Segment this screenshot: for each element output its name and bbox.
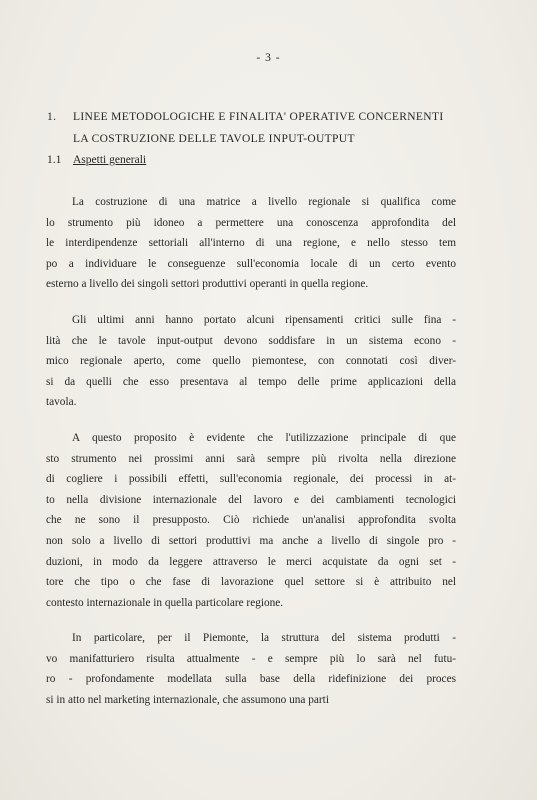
- text-line: In particolare, per il Piemonte, la struttura del sistema produtti -: [72, 632, 456, 645]
- text-line: lo strumento più idoneo a permettere una conoscenza approfondita del: [46, 216, 456, 229]
- subsection-number: 1.1: [47, 154, 62, 166]
- section-heading: [47, 106, 507, 150]
- text-line: che ne sono il presupposto. Ciò richiede un'analisi approfondita svolta: [46, 514, 456, 527]
- paragraph: [46, 428, 456, 613]
- subsection-title: Aspetti generali: [73, 154, 147, 166]
- page-number: - 3 -: [256, 52, 281, 64]
- text-line: non solo a livello di settori produttivi ma anche a livello di singole pro -: [46, 534, 456, 547]
- text-line: vo manifatturiero risulta attualmente - e sempre più lo sarà nel futu-: [46, 652, 456, 665]
- text-line: sto strumento nei prossimi anni sarà sempre più rivolta nella direzione: [46, 452, 456, 465]
- text-line: duzioni, in modo da leggere attraverso le merci acquistate da ogni set -: [46, 555, 456, 568]
- text-line: Gli ultimi anni hanno portato alcuni ripensamenti critici sulle fina -: [72, 313, 456, 326]
- section-title-line1: LINEE METODOLOGICHE E FINALITA' OPERATIVE CONCERNENTI: [73, 111, 444, 123]
- text-line: le interdipendenze settoriali all'interno di una regione, e nello stesso tem: [46, 237, 456, 250]
- text-line: si in atto nel marketing internazionale, che assumono una parti: [46, 694, 329, 707]
- text-line: mico regionale aperto, come quello piemontese, con connotati così diver-: [46, 355, 456, 368]
- paragraph: [46, 192, 456, 295]
- text-line: tore che tipo o che fase di lavorazione quel settore si è attribuito nel: [46, 576, 456, 589]
- text-line: to nella divisione internazionale del lavoro e dei cambiamenti tecnologici: [46, 493, 456, 506]
- paragraph: [46, 310, 456, 413]
- text-line: si da quelli che esso presentava al tempo delle prime applicazioni della: [46, 375, 456, 388]
- text-line: tavola.: [46, 396, 77, 409]
- text-line: contesto internazionale in quella particolare regione.: [46, 596, 284, 609]
- section-number: 1.: [47, 111, 57, 123]
- section-title-line2: LA COSTRUZIONE DELLE TAVOLE INPUT-OUTPUT: [73, 133, 355, 145]
- text-line: La costruzione di una matrice a livello regionale si qualifica come: [72, 196, 456, 208]
- subsection-heading: [47, 152, 146, 168]
- paragraph: [46, 628, 456, 710]
- section-heading-line1: [47, 106, 507, 128]
- text-line: lità che le tavole input-output devono soddisfare in un sistema econo -: [46, 334, 456, 347]
- text-line: ro - profondamente modellata sulla base della ridefinizione dei proces: [46, 673, 456, 686]
- body-text: [46, 192, 456, 726]
- text-line: po a individuare le conseguenze sull'economia locale di un certo evento: [46, 257, 456, 270]
- text-line: di cogliere i possibili effetti, sull'economia regionale, dei processi in at-: [46, 473, 456, 486]
- text-line: A questo proposito è evidente che l'utilizzazione principale di que: [72, 431, 456, 444]
- text-line: esterno a livello dei singoli settori produttivi operanti in quella regione.: [46, 278, 369, 291]
